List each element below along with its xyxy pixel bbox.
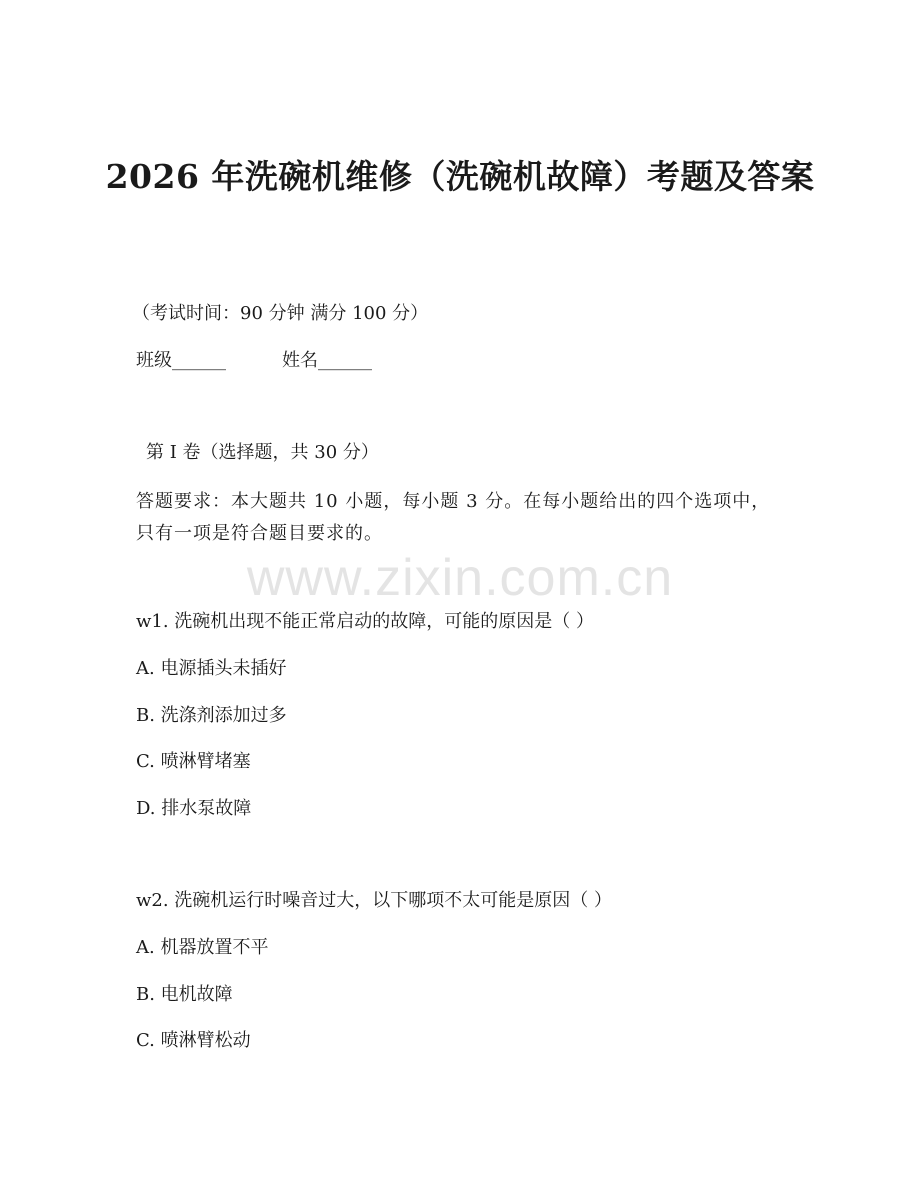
question-1-option-c: C. 喷淋臂堵塞 (136, 751, 251, 772)
question-2-option-c: C. 喷淋臂松动 (136, 1030, 251, 1051)
question-2-option-b: B. 电机故障 (136, 984, 233, 1005)
question-2-stem: w2. 洗碗机运行时噪音过大，以下哪项不太可能是原因（ ） (136, 890, 613, 911)
question-1-option-a: A. 电源插头未插好 (136, 658, 287, 679)
question-1-option-d: D. 排水泵故障 (136, 798, 252, 819)
question-2-option-a: A. 机器放置不平 (136, 937, 269, 958)
question-1-stem: w1. 洗碗机出现不能正常启动的故障，可能的原因是（ ） (136, 611, 595, 632)
instructions: 答题要求：本大题共 10 小题，每小题 3 分。在每小题给出的四个选项中，只有一项是符合题目要求的。 (136, 491, 771, 544)
class-field-label: 班级______ (136, 350, 226, 371)
student-info-line (136, 349, 372, 373)
document-title: 2026 年洗碗机维修（洗碗机故障）考题及答案 (105, 157, 815, 196)
watermark: www.zixin.com.cn (246, 549, 674, 607)
section-title: 第 I 卷（选择题，共 30 分） (146, 442, 379, 463)
name-field-label: 姓名______ (282, 350, 372, 371)
exam-info: （考试时间：90 分钟 满分 100 分） (132, 303, 429, 324)
question-1-option-b: B. 洗涤剂添加过多 (136, 705, 287, 726)
